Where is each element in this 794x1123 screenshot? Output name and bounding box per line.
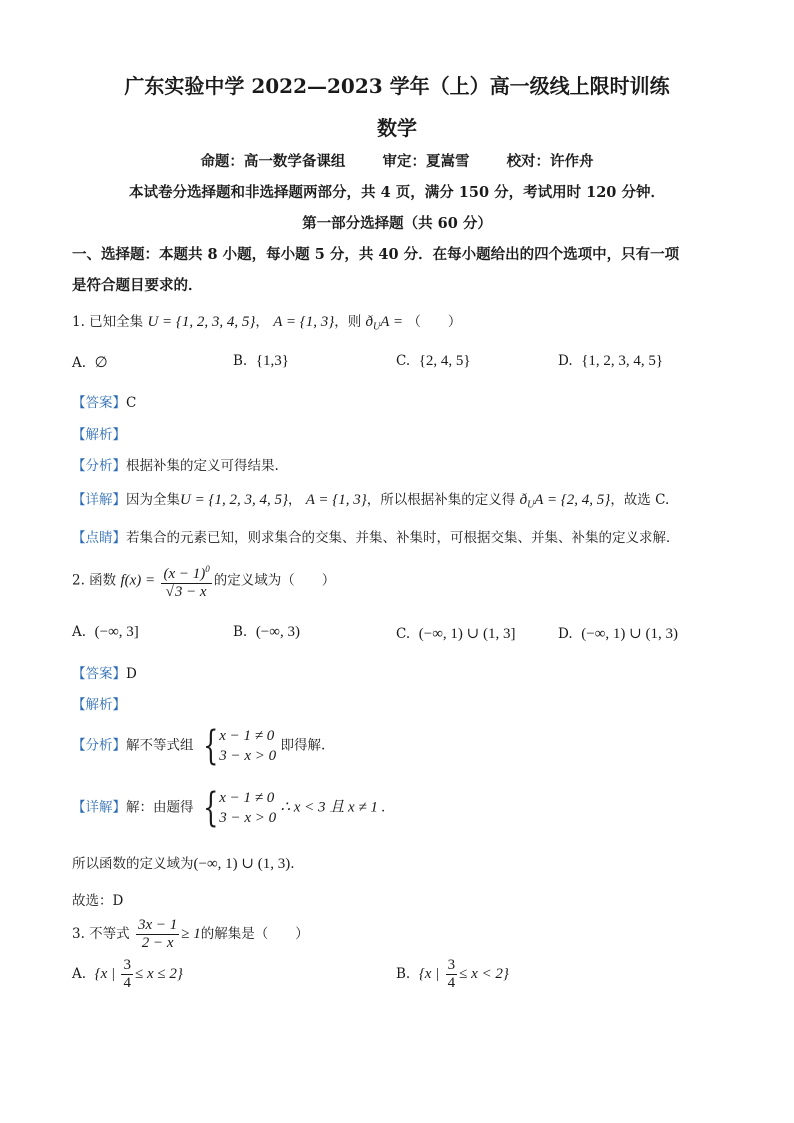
q2-option-d: D. (−∞, 1) ∪ (1, 3) xyxy=(558,626,678,642)
q2-analysis-tag: 【解析】 xyxy=(72,697,126,713)
exam-credits xyxy=(0,150,794,171)
part-heading: 第一部分选择题（共 60 分） xyxy=(302,215,492,232)
q1-option-d: D. {1, 2, 3, 4, 5} xyxy=(558,353,664,369)
q1-analysis-tag: 【解析】 xyxy=(72,427,126,443)
q3-option-a: A. {x | $\frac{3}{4}$ ≤ x ≤ 2} xyxy=(72,957,183,991)
q1-detail: 【详解】因为全集U = {1, 2, 3, 4, 5}， A = {1, 3}，所以根据补集的定义得 $ð_UA = \{2$, 4, 5}，故选 C. xyxy=(72,492,670,511)
question-3: 3. 不等式 $\frac{3x - 1}{2 - x}$ ≥ 1的解集是（ ） xyxy=(72,917,309,951)
q2-detail: 【详解】解：由题得 { x − 1 ≠ 0 3 − x > 0 ∴ x < 3 且 x ≠ 1 . xyxy=(72,785,386,831)
q2-choice: 故选：D xyxy=(72,893,124,909)
q2-fenxi: 【分析】解不等式组 { x − 1 ≠ 0 3 − x > 0 即得解. xyxy=(72,723,326,769)
q2-option-a: A. (−∞, 3] xyxy=(72,624,139,640)
q1-option-b: B. {1,3} xyxy=(233,353,289,369)
q2-option-c: C. (−∞, 1) ∪ (1, 3] xyxy=(396,626,516,642)
question-1: 1. 已知全集 U = {1, 2, 3, 4, 5}， A = {1, 3}，则 $ð_UA$ = （ ） xyxy=(72,314,462,333)
proofreader: 校对：许作舟 xyxy=(506,153,594,170)
exam-title: 广东实验中学 2022—2023 学年（上）高一级线上限时训练 xyxy=(124,74,670,98)
q1-fenxi: 【分析】根据补集的定义可得结果. xyxy=(72,458,279,474)
q2-option-b: B. (−∞, 3) xyxy=(233,624,300,640)
section-instructions-line1: 一、选择题：本题共 8 小题，每小题 5 分，共 40 分．在每小题给出的四个选项中，只有一项 xyxy=(72,246,680,263)
exam-intro: 本试卷分选择题和非选择题两部分，共 4 页，满分 150 分，考试用时 120 分钟． xyxy=(129,184,665,201)
complement-symbol: ð xyxy=(365,314,374,330)
set-A: A = {1, 3} xyxy=(273,314,335,330)
set-U: U = {1, 2, 3, 4, 5} xyxy=(147,314,256,330)
q1-answer: 【答案】C xyxy=(72,395,137,411)
q2-answer: 【答案】D xyxy=(72,666,137,682)
q2-conclusion: 所以函数的定义域为(−∞, 1) ∪ (1, 3). xyxy=(72,856,295,872)
question-2: 2. 函数 f(x) = $\frac{(x - 1)^0}{√3 - x}$ 的定义域为（ ） xyxy=(72,561,335,601)
section-instructions-line2: 是符合题目要求的． xyxy=(72,277,203,294)
q1-option-a: A. ∅ xyxy=(72,355,108,371)
q1-comment: 【点睛】若集合的元素已知，则求集合的交集、并集、补集时，可根据交集、并集、补集的定义求解． xyxy=(72,530,680,546)
exam-subject: 数学 xyxy=(377,116,417,140)
reviewer: 审定：夏嵩雪 xyxy=(382,153,470,170)
author: 命题：高一数学备课组 xyxy=(200,153,346,170)
q1-option-c: C. {2, 4, 5} xyxy=(396,353,471,369)
q3-option-b: B. {x | $\frac{3}{4}$ ≤ x < 2} xyxy=(396,957,509,991)
